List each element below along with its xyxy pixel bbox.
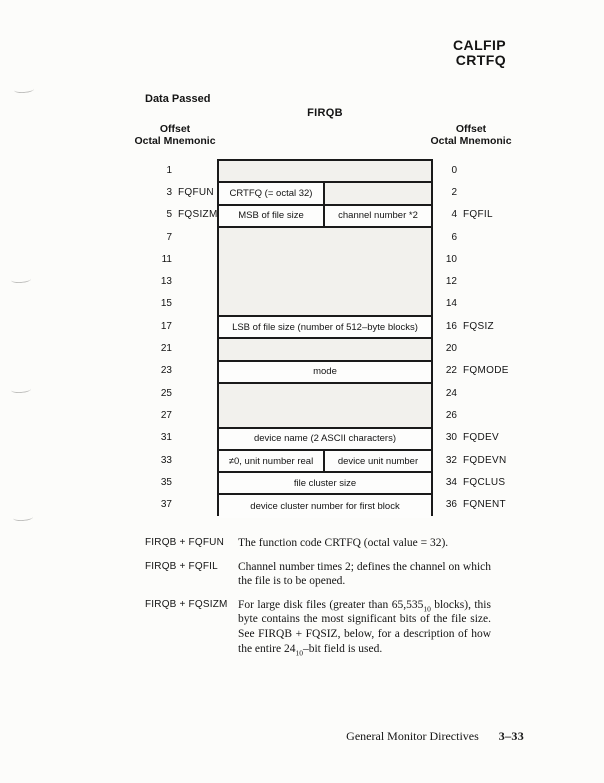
offset-label: 22 FQMODE <box>445 365 509 377</box>
cell-fqdev: device name (2 ASCII characters) <box>219 429 431 451</box>
offset-label: 23 <box>160 365 172 377</box>
column-header-left-octal-mnemonic: Octal Mnemonic <box>134 134 216 147</box>
definition-desc: For large disk files (greater than $65,535_{10}$ blocks), this byte contains the most significant bits of the file size. See FIRQB + FQSIZ, below, for a description of how the entire $24_{10}$–bit field is used. <box>238 598 491 657</box>
page-footer <box>346 729 524 744</box>
firqb-byte-table <box>217 159 433 516</box>
offset-label: 32 FQDEVN <box>445 454 507 466</box>
offset-label: 31 <box>160 432 172 444</box>
firqb-diagram <box>140 159 563 516</box>
footer-chapter-title: General Monitor Directives <box>346 729 479 743</box>
offset-label: 10 <box>445 253 457 265</box>
cell-fqdevn-flag: ≠0, unit number real <box>219 451 325 473</box>
cell-empty <box>325 183 431 205</box>
column-header-left-offset: Offset <box>159 123 191 135</box>
offset-label: 21 <box>160 343 172 355</box>
offset-label: 36 FQNENT <box>445 499 506 511</box>
offset-label: 1 <box>166 164 172 176</box>
subscript-base-10: 10 <box>295 647 303 657</box>
offset-label: 2 <box>451 186 457 198</box>
offset-label: 3 FQFUN <box>166 186 214 198</box>
column-header-right-offset: Offset <box>455 123 487 135</box>
offset-label: 27 <box>160 409 172 421</box>
definition-desc: Channel number times 2; defines the channel on which the file is to be opened. <box>238 560 491 588</box>
cell-empty <box>219 161 431 183</box>
offset-label: 37 <box>160 499 172 511</box>
subscript-base-10: 10 <box>423 604 431 614</box>
header-directive-group: CALFIP <box>453 37 506 53</box>
cell-empty <box>219 339 431 361</box>
definition-desc: The function code CRTFQ (octal value = 32). <box>238 537 449 549</box>
offset-label: 6 <box>451 231 457 243</box>
cell-fqclus: file cluster size <box>219 473 431 495</box>
offset-label: 11 <box>161 253 172 265</box>
offset-label: 17 <box>160 320 172 332</box>
section-label: Data Passed <box>145 93 211 105</box>
offset-label: 12 <box>445 276 457 288</box>
offset-label: 7 <box>166 231 172 243</box>
offset-label: 33 <box>160 454 172 466</box>
diagram-title: FIRQB <box>307 107 343 119</box>
cell-empty-block <box>219 228 431 317</box>
binding-mark <box>14 85 34 93</box>
offset-label: 25 <box>160 387 172 399</box>
definition-term: FIRQB + FQSIZM <box>145 598 228 610</box>
offset-label: 35 <box>160 476 172 488</box>
offset-labels-right <box>433 159 563 516</box>
offset-label: 0 <box>451 164 457 176</box>
offset-label: 24 <box>445 387 457 399</box>
cell-fqmode: mode <box>219 362 431 384</box>
cell-fqfil: channel number *2 <box>325 206 431 228</box>
cell-fqnent: device cluster number for first block <box>219 495 431 517</box>
definition-row <box>145 560 491 589</box>
definition-row <box>145 536 491 551</box>
offset-label: 13 <box>160 276 172 288</box>
column-header-right <box>430 124 512 147</box>
cell-fqfun: CRTFQ (= octal 32) <box>219 183 325 205</box>
cell-fqdevn-unit: device unit number <box>325 451 431 473</box>
binding-mark <box>11 385 31 393</box>
offset-label: 34 FQCLUS <box>445 476 506 488</box>
definition-term: FIRQB + FQFUN <box>145 537 224 548</box>
offset-label: 5 FQSIZM <box>166 209 218 221</box>
offset-label: 4 FQFIL <box>451 209 493 221</box>
offset-label: 26 <box>445 409 457 421</box>
binding-mark <box>13 513 33 521</box>
definition-row <box>145 598 491 656</box>
cell-fqsiz: LSB of file size (number of 512–byte blocks) <box>219 317 431 339</box>
offset-label: 16 FQSIZ <box>445 320 494 332</box>
offset-label: 30 FQDEV <box>445 432 499 444</box>
footer-page-number: 3–33 <box>498 729 524 743</box>
offset-labels-left <box>140 159 217 516</box>
offset-label: 20 <box>445 343 457 355</box>
definition-term: FIRQB + FQFIL <box>145 560 218 572</box>
column-header-right-octal-mnemonic: Octal Mnemonic <box>430 134 512 147</box>
offset-label: 14 <box>445 298 457 310</box>
field-definitions <box>145 536 491 665</box>
page-header <box>453 38 506 68</box>
binding-mark <box>11 275 31 283</box>
column-header-left <box>134 124 216 147</box>
cell-empty-block <box>219 384 431 429</box>
cell-fqsizm: MSB of file size <box>219 206 325 228</box>
header-directive-name: CRTFQ <box>455 52 506 68</box>
offset-label: 15 <box>160 298 172 310</box>
